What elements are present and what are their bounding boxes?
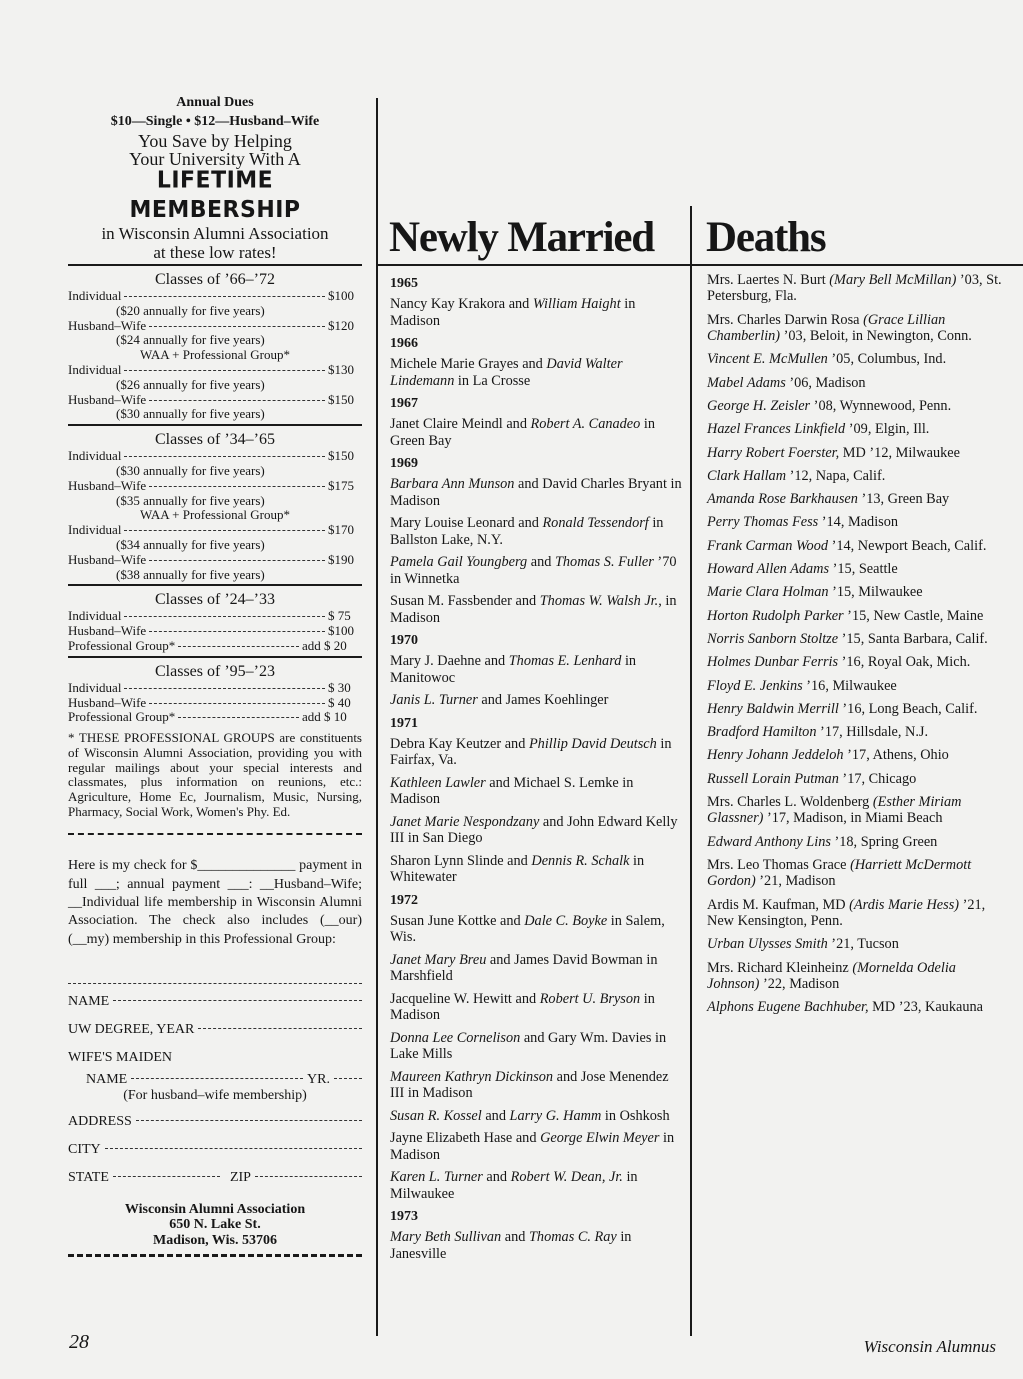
entry-text: Susan June Kottke and (390, 912, 525, 929)
entry-text: Jayne Elizabeth Hase and (390, 1130, 541, 1146)
year-heading: 1971 (390, 715, 418, 731)
lifetime-membership-title: LIFETIME MEMBERSHIP (129, 167, 301, 224)
death-entry (707, 312, 1003, 345)
marriage-entry (390, 1169, 682, 1202)
entry-text: and (527, 554, 555, 570)
entry-text: and Jose Menendez III in Madison (390, 1068, 669, 1101)
rate-amount: $150 (328, 448, 354, 464)
name-text: Urban Ulysses Smith (707, 936, 828, 953)
entry-text: and Michael S. Lemke in Madison (390, 774, 634, 807)
name-text: Thomas S. Fuller (554, 554, 654, 570)
entry-text: ’16, Long Beach, Calif. (838, 700, 978, 717)
class-heading: Classes of ’66–’72 (155, 271, 275, 288)
name-text: Ronald Tessendorf (542, 515, 649, 531)
entry-text: Janet Claire Meindl and (390, 416, 531, 432)
rate-label: Individual (68, 288, 122, 303)
rate-row (68, 639, 362, 654)
death-entry (707, 857, 1003, 890)
entry-text: in Salem, Wis. (390, 912, 665, 945)
name-text: (Mornelda Odelia Johnson) (707, 959, 956, 993)
bottom-cut-line (68, 1254, 362, 1257)
rate-row (68, 624, 362, 639)
entry-text: Mary Louise Leonard and (390, 515, 543, 531)
entry-text: ’14, Newport Beach, Calif. (828, 537, 987, 554)
entry-text: in Madison (390, 296, 636, 329)
entry-text: ’16, Milwaukee (802, 677, 897, 694)
name-text: Holmes Dunbar Ferris (707, 654, 839, 671)
name-text: Horton Rudolph Parker (707, 607, 844, 624)
deaths-heading: Deaths (706, 214, 826, 261)
class-heading: Classes of ’24–’33 (155, 591, 275, 609)
rate-note: ($30 annually for five years) (116, 462, 265, 478)
entry-text: Mrs. Richard Kleinheinz (707, 959, 853, 976)
class-heading: Classes of ’95–’23 (155, 662, 275, 680)
newly-married-heading: Newly Married (389, 214, 654, 261)
name-text: Marie Clara Holman (707, 584, 829, 601)
heading-rule (378, 264, 1023, 266)
entry-text: in Madison (390, 990, 655, 1023)
entry-text: in Milwaukee (390, 1169, 638, 1202)
entry-text: Michele Marie Grayes and (390, 356, 547, 372)
annual-dues-rates: $10—Single • $12—Husband–Wife (110, 114, 320, 129)
year-heading: 1972 (390, 892, 418, 908)
name-text: Vincent E. McMullen (707, 351, 828, 368)
entry-text: ’03, St. Petersburg, Fla. (707, 272, 1002, 305)
marriage-entry (390, 1108, 682, 1125)
marriage-entry (390, 1229, 682, 1262)
name-text: Thomas W. Walsh Jr. (539, 593, 659, 609)
name-text: Alphons Eugene Bachhuber, (707, 999, 869, 1016)
rate-row (68, 363, 362, 378)
name-text: Henry Johann Jeddeloh (707, 747, 844, 764)
membership-column (68, 94, 362, 1257)
rate-label: Professional Group* (68, 709, 176, 725)
entry-text: and John Edward Kelly III in San Diego (390, 813, 678, 846)
death-entry (707, 771, 1003, 787)
waa-group-heading: WAA + Professional Group* (140, 507, 290, 523)
death-entry (707, 654, 1003, 670)
rate-amount: $130 (328, 361, 354, 377)
column-divider-left (376, 98, 378, 1336)
name-text: Robert A. Canadeo (530, 416, 641, 432)
entry-text: in Madison (390, 1130, 675, 1163)
rate-label: Individual (68, 608, 122, 624)
entry-text: Mrs. Leo Thomas Grace (707, 857, 851, 874)
death-entry (707, 834, 1003, 850)
entry-text: ’03, Beloit, in Newington, Conn. (780, 328, 972, 345)
promo-line-3: in Wisconsin Alumni Association (101, 224, 329, 243)
marriage-entry (390, 853, 682, 886)
rate-note: ($24 annually for five years) (116, 332, 265, 348)
death-entry (707, 936, 1003, 952)
rate-label: Husband–Wife (68, 317, 147, 333)
rate-label: Husband–Wife (68, 391, 147, 407)
entry-text: Ardis M. Kaufman, MD (707, 896, 850, 913)
entry-text: ’08, Wynnewood, Penn. (810, 398, 952, 414)
name-text: Barbara Ann Munson (390, 476, 515, 492)
professional-group-line[interactable] (68, 949, 362, 984)
marriage-entry (390, 1069, 682, 1102)
entry-text: in Fairfax, Va. (390, 735, 672, 768)
name-text: Larry G. Hamm (509, 1107, 602, 1124)
year-heading: 1969 (390, 456, 418, 471)
name-text: Maureen Kathryn Dickinson (390, 1068, 554, 1085)
check-payment-text: Here is my check for $______________ payment in full ___; annual payment ___: __Husband–Wife; __Individual life membership in Wisconsin Alumni Association. The check also includes (__our) (__my) membership in this Professional Group: (68, 858, 362, 947)
promo-line-2: Your University With A (129, 149, 301, 169)
name-text: Clark Hallam (707, 467, 787, 484)
name-text: (Ardis Marie Hess) (849, 896, 960, 913)
death-entry (707, 351, 1003, 367)
rate-label: Husband–Wife (68, 551, 147, 567)
entry-text: and (501, 1229, 529, 1245)
name-text: Susan R. Kossel (390, 1107, 482, 1124)
rate-row (68, 523, 362, 538)
name-text: Phillip David Deutsch (528, 735, 657, 752)
entry-text: and (481, 1107, 510, 1124)
address-field[interactable]: ADDRESS (68, 1114, 362, 1142)
name-text: (Grace Lillian Chamberlin) (707, 311, 946, 345)
death-entry (707, 960, 1003, 993)
death-entry (707, 514, 1003, 530)
entry-text: in Manitowoc (390, 653, 637, 686)
rate-amount: $100 (328, 288, 354, 303)
name-text: Mary Beth Sullivan (390, 1229, 502, 1245)
section-rule (68, 656, 362, 658)
org-street: 650 N. Lake St. (169, 1217, 261, 1233)
rate-note: ($26 annually for five years) (116, 376, 265, 392)
death-entry (707, 491, 1003, 507)
rate-amount: $150 (328, 391, 354, 407)
entry-text: , in Madison (390, 593, 677, 626)
promo-line-4: at these low rates! (153, 243, 277, 262)
rate-label: Individual (68, 448, 122, 464)
rate-row (68, 449, 362, 464)
entry-text: ’21, Madison (755, 873, 836, 890)
entry-text: in Whitewater (390, 852, 645, 885)
year-heading: 1970 (390, 633, 418, 648)
death-entry (707, 445, 1003, 461)
section-rule (68, 584, 362, 586)
promo-line-1: You Save by Helping (138, 131, 292, 151)
annual-dues-title: Annual Dues (176, 95, 254, 110)
death-entry (707, 678, 1003, 694)
rate-amount: $120 (328, 317, 354, 333)
death-entry (707, 272, 1003, 305)
rate-label: Individual (68, 679, 122, 695)
marriage-entry (390, 692, 682, 709)
death-entry (707, 398, 1003, 414)
marriage-entry (390, 1130, 682, 1163)
husband-wife-note: (For husband–wife membership) (123, 1087, 307, 1103)
name-text: Perry Thomas Fess (707, 514, 819, 531)
rate-amount: add $ 10 (302, 709, 347, 725)
rate-note: ($38 annually for five years) (116, 566, 265, 582)
entry-text: Debra Kay Keutzer and (390, 735, 529, 752)
entry-text: ’15, Milwaukee (828, 584, 923, 601)
rate-label: Individual (68, 361, 122, 377)
degree-field[interactable]: UW DEGREE, YEAR (68, 1022, 362, 1050)
name-text: Janet Mary Breu (390, 951, 487, 968)
name-text: Thomas C. Ray (528, 1229, 617, 1245)
name-text: Howard Allen Adams (707, 561, 830, 578)
name-text: Henry Baldwin Merrill (707, 700, 839, 717)
section-rule (68, 424, 362, 426)
entry-text: Mrs. Charles Darwin Rosa (707, 311, 864, 328)
rate-amount: add $ 20 (302, 637, 347, 653)
death-entry (707, 701, 1003, 717)
rate-row (68, 681, 362, 696)
entry-text: in Ballston Lake, N.Y. (390, 515, 664, 548)
entry-text: ’13, Green Bay (857, 491, 950, 508)
entry-text: in Janesville (390, 1229, 632, 1262)
rate-amount: $190 (328, 551, 354, 567)
death-entry (707, 538, 1003, 554)
rate-row (68, 479, 362, 494)
entry-text: ’70 in Winnetka (390, 554, 677, 587)
rate-row (68, 319, 362, 334)
name-text: Russell Lorain Putman (707, 770, 839, 787)
name-text: Frank Carman Wood (707, 537, 828, 554)
rate-row (68, 393, 362, 408)
section-rule (68, 264, 362, 266)
entry-text: and (482, 1169, 511, 1185)
name-text: Amanda Rose Barkhausen (707, 491, 858, 508)
marriage-entry (390, 736, 682, 769)
entry-text: ’18, Spring Green (830, 833, 938, 850)
death-entry (707, 608, 1003, 624)
rate-classes (68, 264, 362, 725)
marriage-entry (390, 775, 682, 808)
name-text: Janis L. Turner (390, 692, 478, 708)
entry-text: and James Koehlinger (477, 692, 609, 708)
city-field[interactable]: CITY (68, 1142, 362, 1170)
entry-text: ’06, Madison (785, 374, 866, 391)
name-text: Dennis R. Schalk (531, 852, 630, 869)
name-text: Bradford Hamilton (707, 724, 817, 741)
name-text: Kathleen Lawler (390, 774, 486, 791)
marriage-entry (390, 554, 682, 587)
entry-text: ’17, Hillsdale, N.J. (816, 724, 929, 741)
name-field[interactable]: NAME (68, 994, 362, 1022)
page-number: 28 (69, 1331, 89, 1353)
name-text: Harry Robert Foerster, (707, 444, 840, 461)
rate-amount: $100 (328, 623, 354, 639)
name-text: Dale C. Boyke (524, 912, 608, 929)
entry-text: ’22, Madison (759, 976, 840, 993)
death-entry (707, 375, 1003, 391)
org-city: Madison, Wis. 53706 (153, 1232, 277, 1248)
death-entry (707, 468, 1003, 484)
entry-text: ’17, Chicago (838, 770, 917, 787)
entry-text: Mrs. Laertes N. Burt (707, 272, 830, 288)
newly-married-list (390, 270, 682, 1268)
entry-text: ’14, Madison (818, 514, 899, 531)
entry-text: in Oshkosh (601, 1107, 670, 1124)
name-text: George H. Zeisler (707, 398, 811, 414)
name-text: Thomas E. Lenhard (508, 653, 622, 669)
entry-text: and David Charles Bryant in Madison (390, 476, 682, 509)
column-divider-right (690, 206, 692, 1336)
entry-text: ’15, Santa Barbara, Calif. (838, 630, 988, 647)
rate-amount: $ 40 (328, 694, 351, 710)
marriage-entry (390, 653, 682, 686)
marriage-entry (390, 476, 682, 509)
name-text: Floyd E. Jenkins (707, 677, 803, 694)
entry-text: Susan M. Fassbender and (390, 593, 540, 609)
entry-text: in La Crosse (454, 372, 531, 389)
entry-text: MD ’12, Milwaukee (839, 444, 960, 461)
year-heading: 1966 (390, 336, 418, 351)
death-entry (707, 724, 1003, 740)
marriage-entry (390, 593, 682, 626)
entry-text: in Green Bay (390, 416, 655, 449)
rate-label: Husband–Wife (68, 623, 147, 639)
name-text: Karen L. Turner (390, 1169, 483, 1185)
death-entry (707, 584, 1003, 600)
entry-text: and James David Bowman in Marshfield (390, 951, 658, 984)
marriage-entry (390, 515, 682, 548)
name-text: (Esther Miriam Glassner) (707, 794, 962, 827)
death-entry (707, 794, 1003, 827)
year-heading: 1965 (390, 276, 418, 291)
rate-amount: $170 (328, 522, 354, 538)
marriage-entry (390, 416, 682, 449)
marriage-entry (390, 991, 682, 1024)
name-text: Edward Anthony Lins (707, 833, 831, 850)
rate-amount: $ 75 (328, 608, 351, 624)
marriage-entry (390, 814, 682, 847)
death-entry (707, 999, 1003, 1015)
org-name: Wisconsin Alumni Association (124, 1201, 306, 1217)
death-entry (707, 421, 1003, 437)
entry-text: MD ’23, Kaukauna (868, 999, 983, 1016)
rate-row (68, 609, 362, 624)
name-text: Pamela Gail Youngberg (390, 554, 528, 570)
name-text: Mabel Adams (707, 374, 786, 391)
entry-text: ’17, Madison, in Miami Beach (763, 810, 943, 827)
rate-amount: $175 (328, 477, 354, 493)
year-heading: 1973 (390, 1209, 418, 1224)
marriage-entry (390, 952, 682, 985)
entry-text: Mary J. Daehne and (390, 653, 509, 669)
name-text: David Walter Lindemann (390, 356, 623, 389)
rate-row (68, 696, 362, 711)
death-entry (707, 897, 1003, 930)
rate-label: Professional Group* (68, 637, 176, 653)
entry-text: ’15, New Castle, Maine (843, 607, 984, 624)
marriage-entry (390, 296, 682, 329)
rate-note: ($20 annually for five years) (116, 302, 265, 318)
entry-text: ’21, Tucson (827, 936, 899, 953)
name-text: Robert U. Bryson (539, 990, 641, 1007)
rate-row (68, 289, 362, 304)
professional-groups-footnote: * THESE PROFESSIONAL GROUPS are constituents of Wisconsin Alumni Association, providing you with regular mailings about your special interests and classmates, plus information on reunions, etc.: Agriculture, Home Ec, Journalism, Music, Nursing, Pharmacy, Social Work, Women's Phy. Ed. (68, 730, 362, 819)
waa-group-heading: WAA + Professional Group* (140, 347, 290, 363)
rate-label: Husband–Wife (68, 477, 147, 493)
entry-text: ’12, Napa, Calif. (786, 467, 886, 484)
year-heading: 1967 (390, 396, 418, 411)
wife-name-field[interactable]: NAME YR. (68, 1072, 362, 1088)
entry-text: ’05, Columbus, Ind. (827, 351, 947, 368)
rate-row (68, 710, 362, 725)
name-text: Janet Marie Nespondzany (390, 813, 540, 830)
name-text: Donna Lee Cornelison (390, 1029, 521, 1046)
rate-note: ($30 annually for five years) (116, 406, 265, 422)
rate-label: Husband–Wife (68, 694, 147, 710)
magazine-title: Wisconsin Alumnus (863, 1337, 996, 1356)
death-entry (707, 747, 1003, 763)
cut-line (68, 833, 362, 835)
entry-text: ’21, New Kensington, Penn. (707, 896, 986, 930)
class-heading: Classes of ’34–’65 (155, 431, 275, 449)
name-text: George Elwin Meyer (540, 1130, 660, 1146)
marriage-entry (390, 1030, 682, 1063)
entry-text: Jacqueline W. Hewitt and (390, 990, 540, 1007)
entry-text: Nancy Kay Krakora and (390, 296, 533, 312)
name-text: (Mary Bell McMillan) (829, 272, 957, 288)
deaths-list (707, 272, 1003, 1023)
name-text: Norris Sanborn Stoltze (707, 630, 839, 647)
marriage-entry (390, 913, 682, 946)
entry-text: ’16, Royal Oak, Mich. (838, 654, 971, 671)
name-text: William Haight (532, 296, 621, 312)
entry-text: Mrs. Charles L. Woldenberg (707, 794, 873, 811)
death-entry (707, 631, 1003, 647)
rate-note: ($35 annually for five years) (116, 492, 265, 508)
name-text: (Harriett McDermott Gordon) (707, 857, 972, 890)
state-zip-field[interactable]: STATE ZIP (68, 1170, 362, 1198)
entry-text: ’09, Elgin, Ill. (845, 421, 930, 438)
rate-label: Individual (68, 522, 122, 538)
name-text: Hazel Frances Linkfield (707, 421, 846, 438)
entry-text: Sharon Lynn Slinde and (390, 852, 532, 869)
entry-text: and Gary Wm. Davies in Lake Mills (390, 1029, 667, 1062)
rate-note: ($34 annually for five years) (116, 536, 265, 552)
entry-text: ’15, Seattle (829, 561, 898, 578)
rate-amount: $ 30 (328, 679, 351, 695)
name-text: Robert W. Dean, Jr. (510, 1169, 623, 1185)
rate-row (68, 553, 362, 568)
marriage-entry (390, 356, 682, 389)
entry-text: ’17, Athens, Ohio (843, 747, 949, 764)
wife-maiden-label: WIFE'S MAIDEN (68, 1049, 173, 1065)
death-entry (707, 561, 1003, 577)
